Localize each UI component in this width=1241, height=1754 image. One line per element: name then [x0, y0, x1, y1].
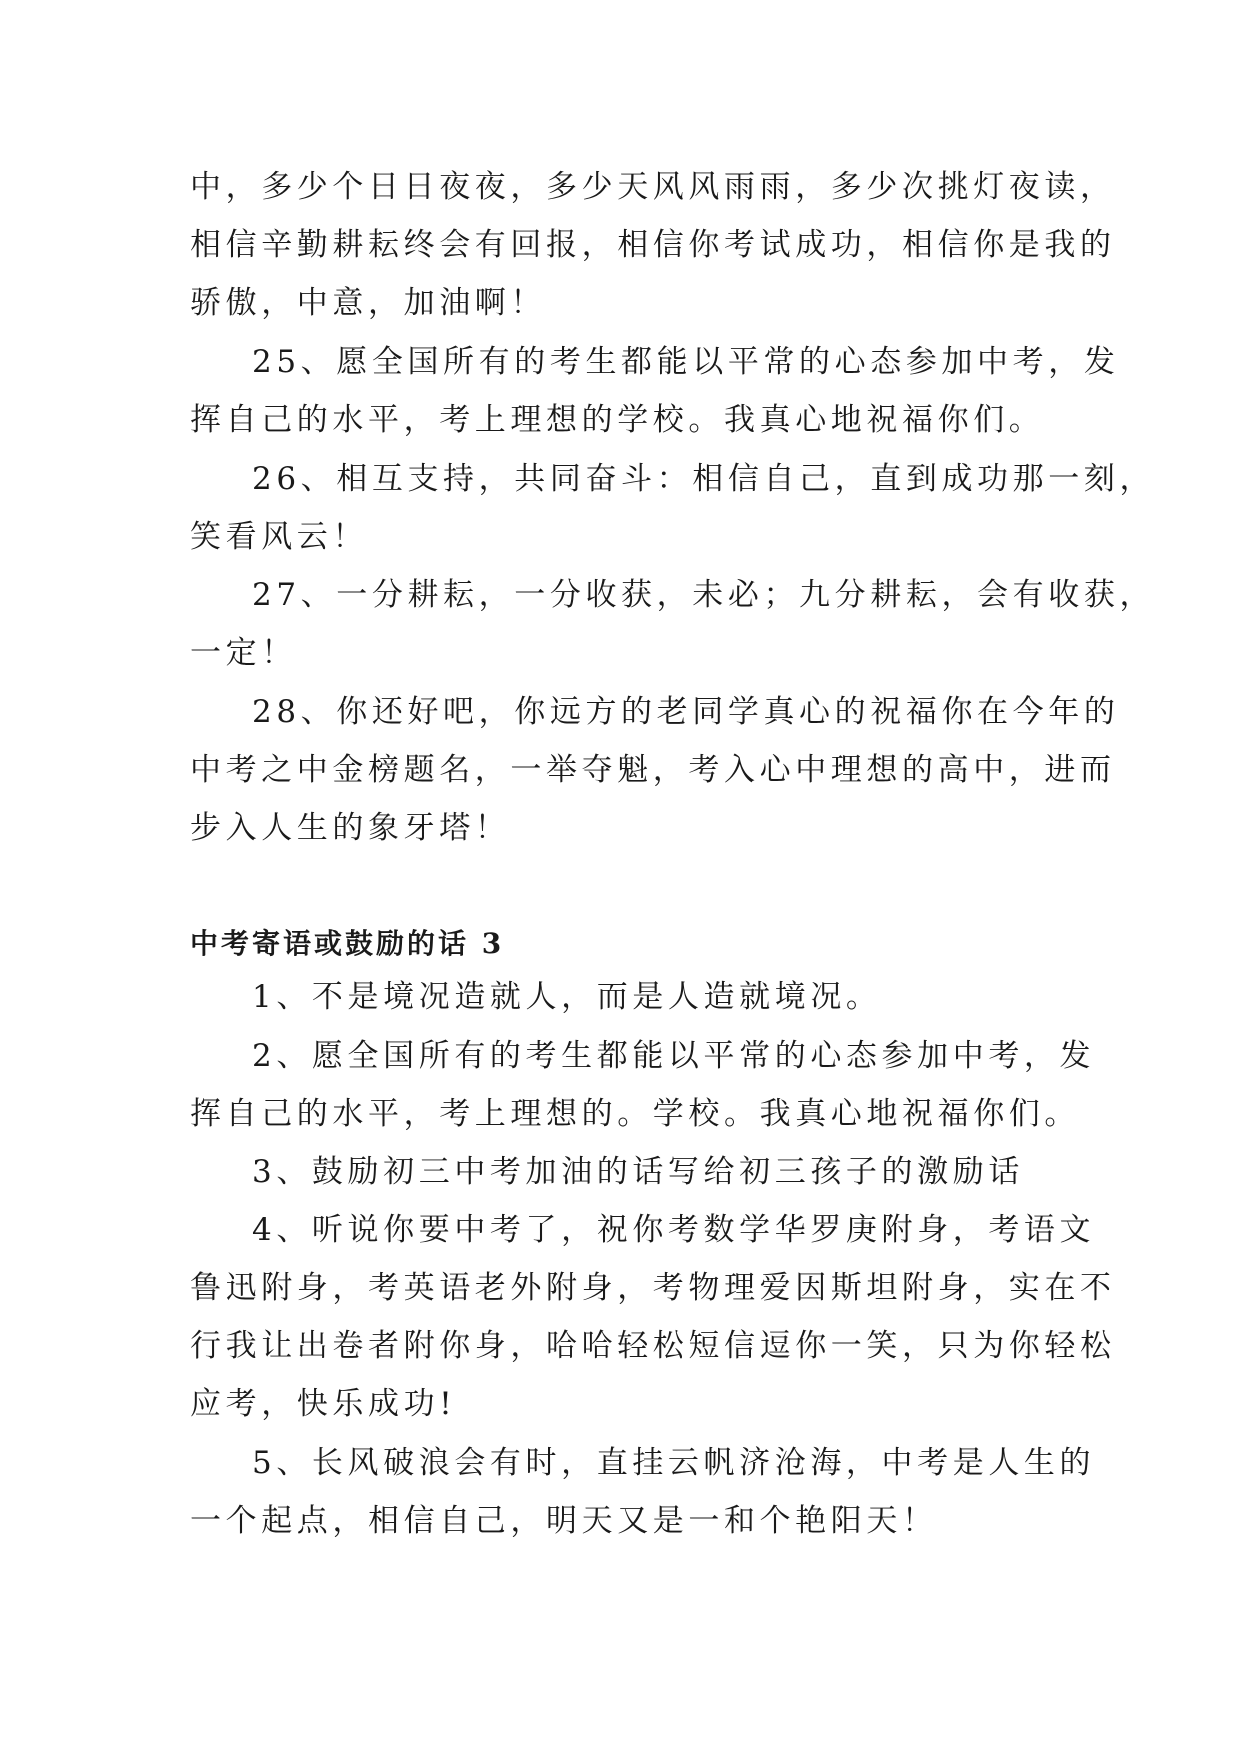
text-line: 3、鼓励初三中考加油的话写给初三孩子的激励话	[252, 1154, 1024, 1190]
text-line: 步入人生的象牙塔！	[190, 810, 511, 846]
text-line: 中，多少个日日夜夜，多少天风风雨雨，多少次挑灯夜读，	[190, 169, 1116, 205]
text-line: 笑看风云！	[190, 519, 368, 555]
list-item-26	[190, 450, 1156, 566]
list-item-4	[190, 1201, 1116, 1433]
text-line: 挥自己的水平，考上理想的。学校。我真心地祝福你们。	[190, 1096, 1080, 1132]
text-line: 应考，快乐成功!	[190, 1386, 457, 1422]
text-line: 中考之中金榜题名，一举夺魁，考入心中理想的高中，进而	[190, 752, 1116, 788]
text-line: 28、你还好吧，你远方的老同学真心的祝福你在今年的	[252, 694, 1120, 730]
list-item-25	[190, 333, 1120, 449]
section-heading: 中考寄语或鼓励的话 3	[190, 927, 505, 960]
text-line: 骄傲，中意，加油啊！	[190, 285, 546, 321]
text-line: 2、愿全国所有的考生都能以平常的心态参加中考，发	[252, 1038, 1096, 1074]
text-line: 挥自己的水平，考上理想的学校。我真心地祝福你们。	[190, 402, 1045, 438]
text-line: 一定！	[190, 635, 297, 671]
text-line: 一个起点，相信自己，明天又是一和个艳阳天！	[190, 1503, 938, 1539]
list-item-27	[190, 566, 1156, 682]
text-line: 27、一分耕耘，一分收获，未必；九分耕耘，会有收获，	[252, 577, 1156, 613]
list-item-5	[190, 1434, 1096, 1550]
list-item-2	[190, 1027, 1096, 1143]
text-line: 相信辛勤耕耘终会有回报，相信你考试成功，相信你是我的	[190, 227, 1116, 263]
list-item-1	[190, 968, 1050, 1026]
list-item-28	[190, 683, 1120, 857]
text-line: 26、相互支持，共同奋斗：相信自己，直到成功那一刻，	[252, 461, 1156, 497]
text-line: 5、长风破浪会有时，直挂云帆济沧海，中考是人生的	[252, 1445, 1096, 1481]
text-line: 1、不是境况造就人，而是人造就境况。	[252, 979, 882, 1015]
text-line: 鲁迅附身，考英语老外附身，考物理爱因斯坦附身，实在不	[190, 1270, 1116, 1306]
text-line: 4、听说你要中考了，祝你考数学华罗庚附身，考语文	[252, 1212, 1096, 1248]
text-line: 25、愿全国所有的考生都能以平常的心态参加中考，发	[252, 344, 1120, 380]
list-item-3	[190, 1143, 1050, 1201]
continuation-paragraph	[190, 158, 1116, 332]
text-line: 行我让出卷者附你身，哈哈轻松短信逗你一笑，只为你轻松	[190, 1328, 1116, 1364]
